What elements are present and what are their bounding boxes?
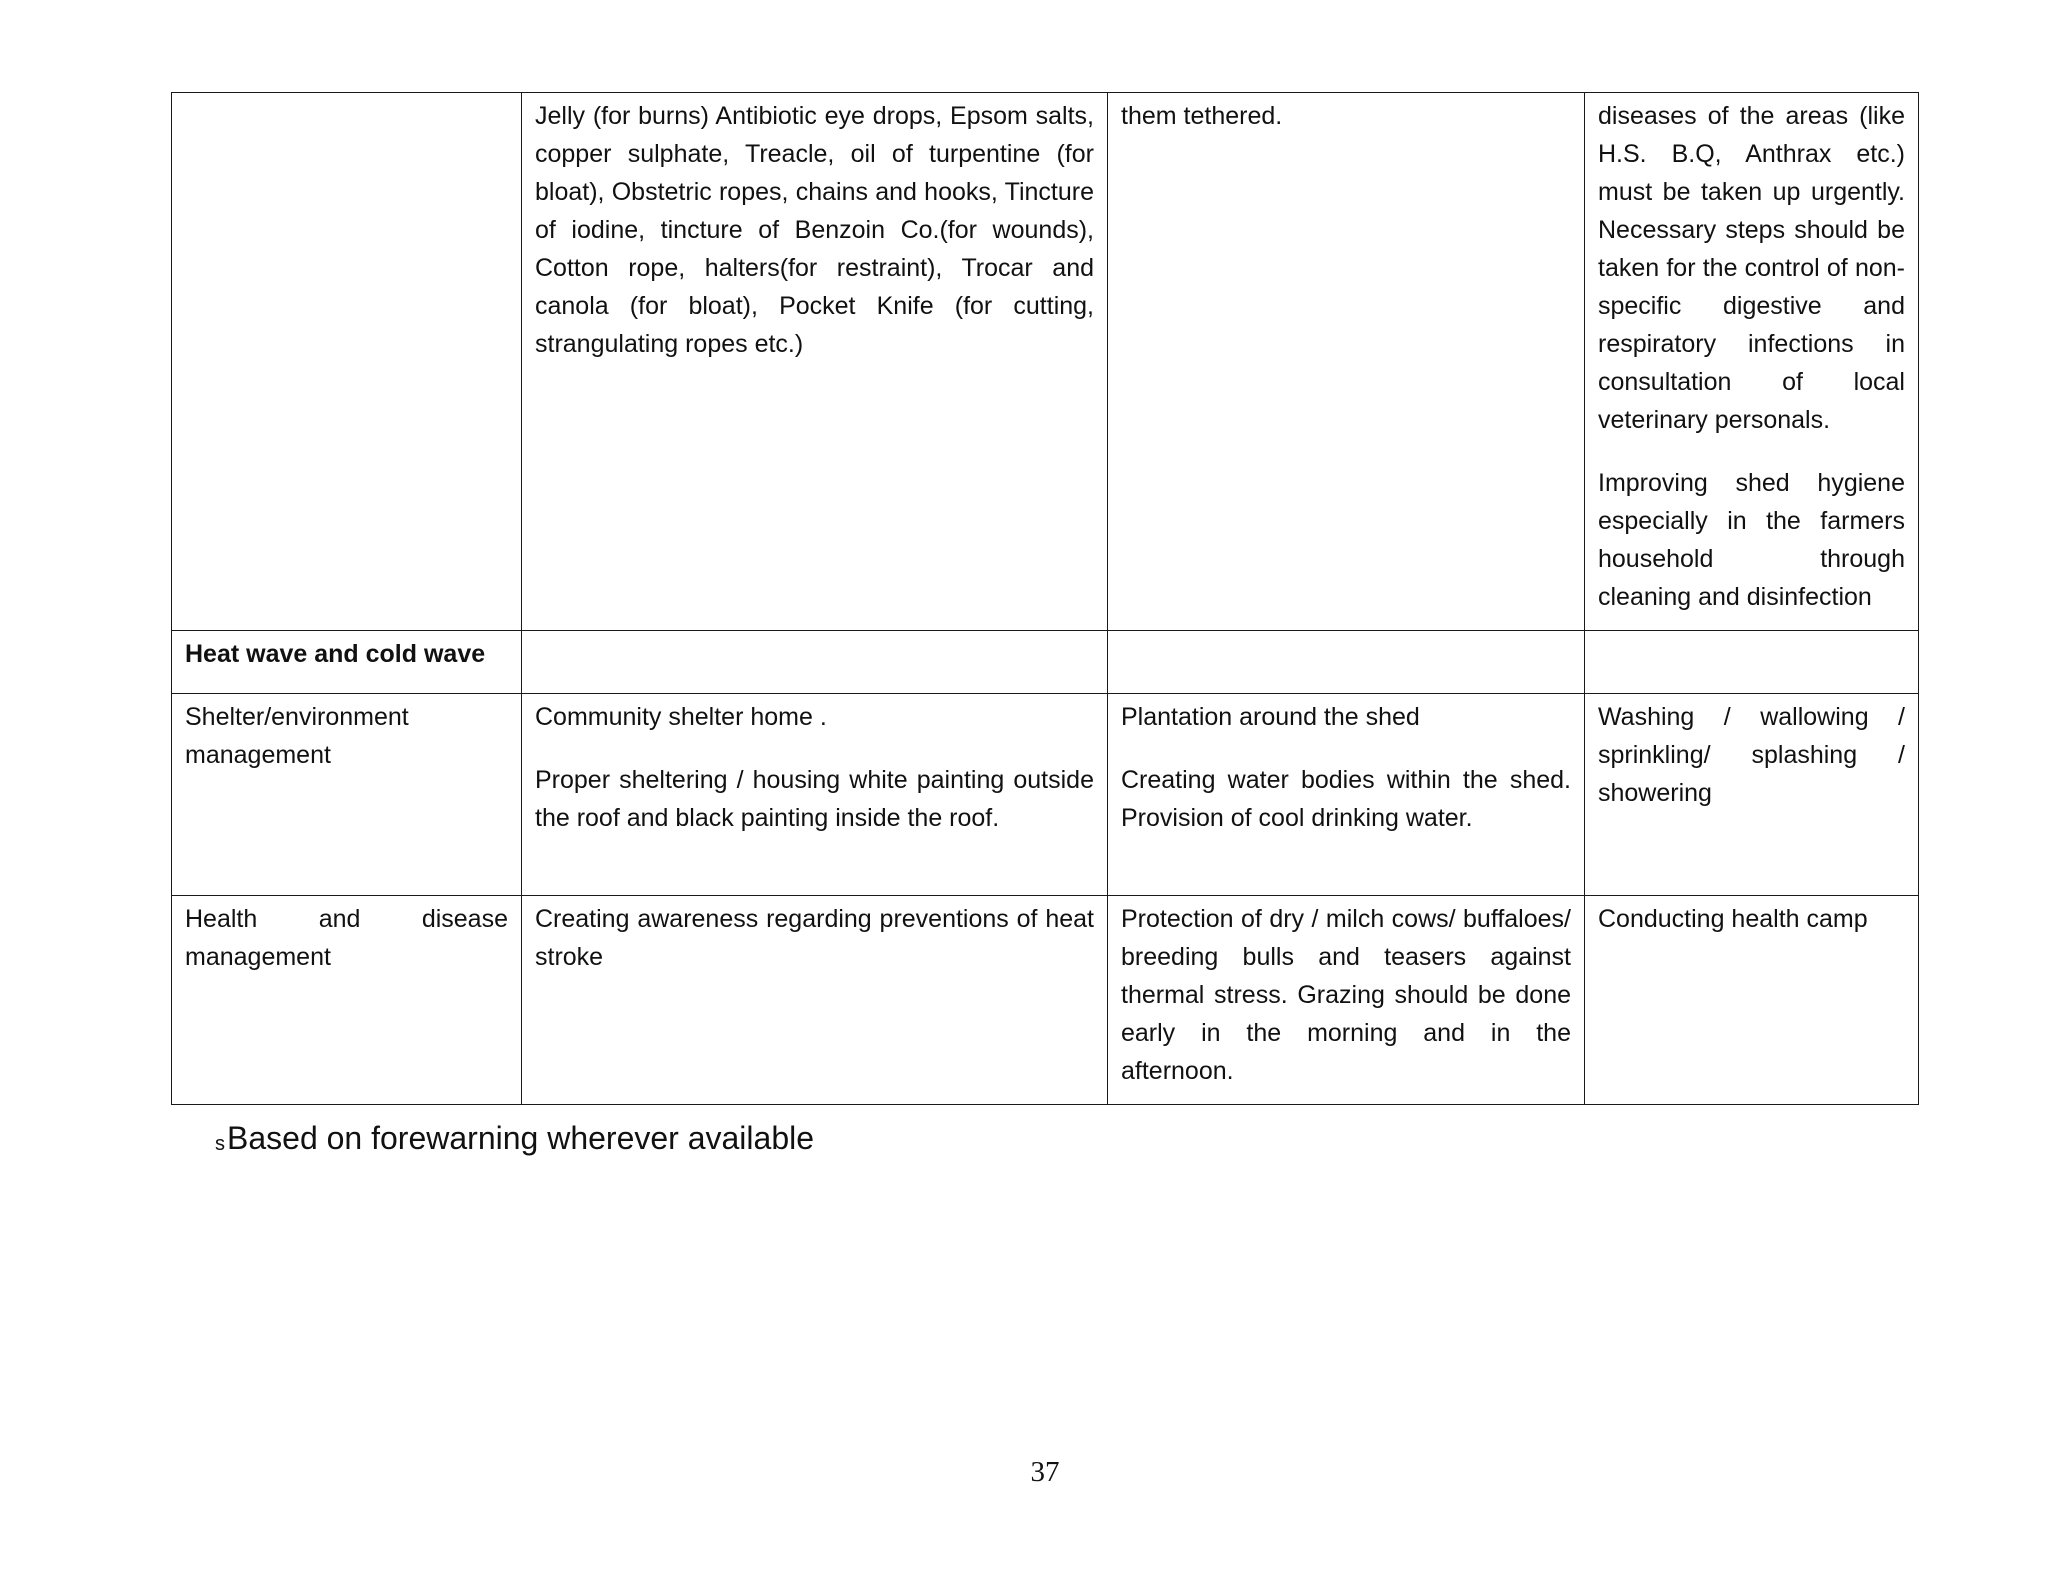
table-cell (1585, 93, 1919, 631)
cell-paragraph: Protection of dry / milch cows/ buffaloes/ breeding bulls and teasers against thermal stress. Grazing should be done early in the morning and in the afternoon. (1121, 905, 1571, 1085)
table-cell (1585, 694, 1919, 896)
cell-paragraph: Washing / wallowing / sprinkling/ splashing / showering (1598, 703, 1905, 807)
row-label: Shelter/environment management (185, 703, 409, 769)
row-label-cell (172, 694, 522, 896)
cell-paragraph: Jelly (for burns) Antibiotic eye drops, Epsom salts, copper sulphate, Treacle, oil of turpentine (for bloat), Obstetric ropes, chains and hooks, Tincture of iodine, tincture of Benzoin Co.(for wounds), Cotton rope, halters(for restraint), Trocar and canola (for bloat), Pocket Knife (for cutting, strangulating ropes etc.) (535, 102, 1094, 358)
table-row (172, 694, 1919, 896)
cell-paragraph: Improving shed hygiene especially in the farmers household through cleaning and disinfection (1598, 469, 1905, 611)
section-heading-cell (172, 631, 522, 694)
table-cell (1108, 896, 1585, 1105)
table-cell (522, 93, 1108, 631)
cell-paragraph: Proper sheltering / housing white painting outside the roof and black painting inside the roof. (535, 766, 1094, 832)
row-label: Health and disease management (185, 905, 508, 971)
cell-paragraph: Community shelter home . (535, 703, 827, 731)
table-cell (1108, 93, 1585, 631)
table-cell (522, 896, 1108, 1105)
cell-paragraph: them tethered. (1121, 102, 1283, 130)
table-row (172, 93, 1919, 631)
cell-paragraph: Creating awareness regarding preventions of heat stroke (535, 905, 1094, 971)
row-label-cell (172, 896, 522, 1105)
table-cell (1108, 694, 1585, 896)
footnote-marker: s (215, 1133, 225, 1155)
section-heading: Heat wave and cold wave (185, 640, 486, 668)
cell-paragraph: Conducting health camp (1598, 905, 1868, 933)
table-cell (522, 694, 1108, 896)
table-cell (1585, 896, 1919, 1105)
table-row (172, 896, 1919, 1105)
page-number: 37 (1030, 1456, 1060, 1488)
table-cell (522, 631, 1108, 694)
table-cell (1585, 631, 1919, 694)
table-cell (1108, 631, 1585, 694)
footnote-text: Based on forewarning wherever available (227, 1120, 815, 1156)
table-row (172, 631, 1919, 694)
footnote (215, 1118, 814, 1158)
cell-paragraph: Creating water bodies within the shed. Provision of cool drinking water. (1121, 766, 1571, 832)
measures-table (171, 92, 1919, 1105)
cell-paragraph: diseases of the areas (like H.S. B.Q, Anthrax etc.) must be taken up urgently. Necessary steps should be taken for the control of non-specific digestive and respiratory infections in consultation of local veterinary personals. (1598, 102, 1905, 434)
cell-paragraph: Plantation around the shed (1121, 703, 1420, 731)
table-cell (172, 93, 522, 631)
